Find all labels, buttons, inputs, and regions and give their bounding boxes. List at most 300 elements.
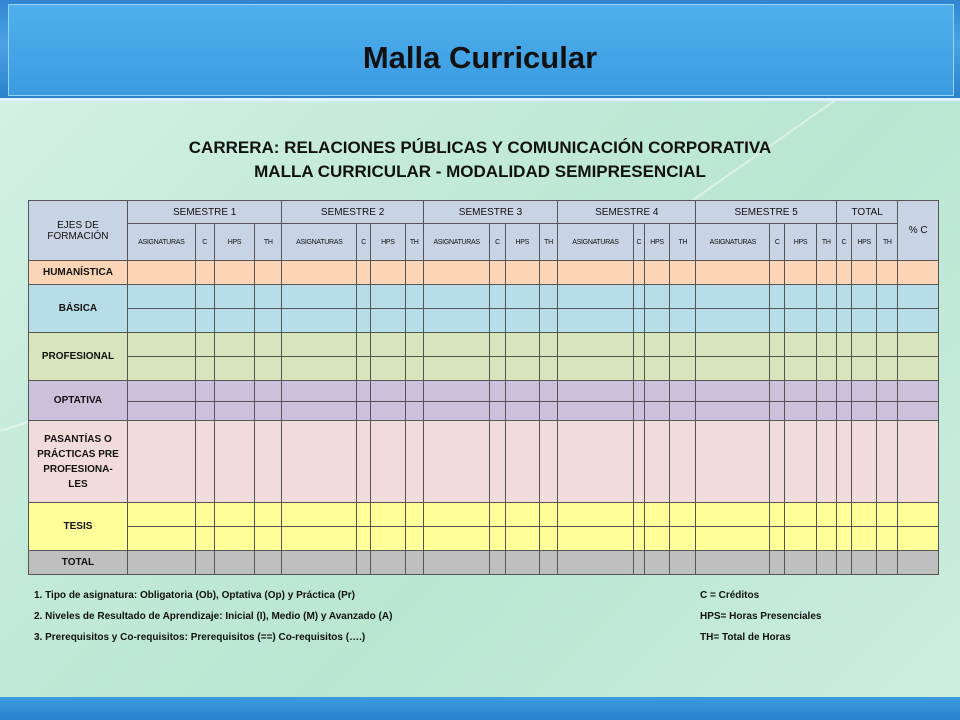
note-asignatura-type: 1. Tipo de asignatura: Obligatoria (Ob), Optativa (Op) y Práctica (Pr) <box>34 590 355 601</box>
empty-cell <box>770 309 785 333</box>
empty-cell <box>877 402 898 421</box>
empty-cell <box>877 333 898 357</box>
empty-cell <box>423 261 490 285</box>
empty-cell <box>371 381 405 402</box>
empty-cell <box>851 503 876 527</box>
empty-cell <box>371 285 405 309</box>
sub-c: C <box>490 224 505 261</box>
empty-cell <box>877 285 898 309</box>
empty-cell <box>633 527 644 551</box>
empty-cell <box>255 421 282 503</box>
footer-bar <box>0 697 960 720</box>
empty-cell <box>505 309 539 333</box>
row-label-total: TOTAL <box>29 551 128 575</box>
empty-cell <box>898 285 939 309</box>
empty-cell <box>770 527 785 551</box>
empty-cell <box>785 333 816 357</box>
empty-cell <box>357 309 371 333</box>
empty-cell <box>851 261 876 285</box>
sub-asignaturas: ASIGNATURAS <box>423 224 490 261</box>
empty-cell <box>633 551 644 575</box>
empty-cell <box>371 527 405 551</box>
row-pasantias <box>29 421 939 503</box>
empty-cell <box>851 333 876 357</box>
empty-cell <box>898 527 939 551</box>
legend-hps: HPS= Horas Presenciales <box>700 611 822 622</box>
sub-c: C <box>195 224 214 261</box>
empty-cell <box>282 421 357 503</box>
empty-cell <box>836 402 851 421</box>
semester-1-header: SEMESTRE 1 <box>127 201 281 224</box>
empty-cell <box>785 527 816 551</box>
empty-cell <box>877 381 898 402</box>
row-humanistica <box>29 261 939 285</box>
legend-th: TH= Total de Horas <box>700 632 791 643</box>
empty-cell <box>255 381 282 402</box>
empty-cell <box>357 285 371 309</box>
empty-cell <box>405 421 423 503</box>
empty-cell <box>877 309 898 333</box>
empty-cell <box>785 381 816 402</box>
empty-cell <box>195 333 214 357</box>
empty-cell <box>836 421 851 503</box>
empty-cell <box>127 421 195 503</box>
empty-cell <box>644 285 669 309</box>
empty-cell <box>785 421 816 503</box>
row-optativa <box>29 381 939 402</box>
empty-cell <box>282 527 357 551</box>
empty-cell <box>836 527 851 551</box>
empty-cell <box>505 261 539 285</box>
empty-cell <box>696 261 770 285</box>
empty-cell <box>785 285 816 309</box>
row-total <box>29 551 939 575</box>
empty-cell <box>282 357 357 381</box>
empty-cell <box>255 261 282 285</box>
sub-th: TH <box>670 224 696 261</box>
empty-cell <box>785 402 816 421</box>
empty-cell <box>195 527 214 551</box>
empty-cell <box>195 551 214 575</box>
empty-cell <box>405 357 423 381</box>
empty-cell <box>539 333 557 357</box>
empty-cell <box>505 527 539 551</box>
empty-cell <box>898 503 939 527</box>
empty-cell <box>490 551 505 575</box>
empty-cell <box>644 421 669 503</box>
sub-c: C <box>633 224 644 261</box>
empty-cell <box>357 421 371 503</box>
empty-cell <box>539 357 557 381</box>
sub-c: C <box>357 224 371 261</box>
semester-5-header: SEMESTRE 5 <box>696 201 836 224</box>
empty-cell <box>696 402 770 421</box>
empty-cell <box>558 381 634 402</box>
sub-hps: HPS <box>371 224 405 261</box>
empty-cell <box>490 527 505 551</box>
empty-cell <box>127 333 195 357</box>
empty-cell <box>214 527 254 551</box>
row-label-optativa: OPTATIVA <box>29 381 128 421</box>
empty-cell <box>770 381 785 402</box>
sub-c: C <box>770 224 785 261</box>
empty-cell <box>282 381 357 402</box>
empty-cell <box>558 357 634 381</box>
empty-cell <box>898 402 939 421</box>
empty-cell <box>836 285 851 309</box>
empty-cell <box>851 357 876 381</box>
empty-cell <box>644 261 669 285</box>
row-basica <box>29 285 939 309</box>
empty-cell <box>490 421 505 503</box>
empty-cell <box>127 309 195 333</box>
empty-cell <box>282 309 357 333</box>
empty-cell <box>558 402 634 421</box>
empty-cell <box>633 381 644 402</box>
empty-cell <box>282 285 357 309</box>
empty-cell <box>851 309 876 333</box>
empty-cell <box>405 261 423 285</box>
sub-th: TH <box>405 224 423 261</box>
sub-total-c: C <box>836 224 851 261</box>
empty-cell <box>696 357 770 381</box>
empty-cell <box>127 285 195 309</box>
empty-cell <box>423 503 490 527</box>
empty-cell <box>371 421 405 503</box>
empty-cell <box>539 551 557 575</box>
empty-cell <box>851 551 876 575</box>
empty-cell <box>770 357 785 381</box>
empty-cell <box>539 381 557 402</box>
empty-cell <box>670 421 696 503</box>
empty-cell <box>836 357 851 381</box>
empty-cell <box>490 333 505 357</box>
empty-cell <box>785 357 816 381</box>
empty-cell <box>558 551 634 575</box>
percent-credits-header: % C <box>898 201 939 261</box>
row-tesis <box>29 503 939 527</box>
empty-cell <box>490 285 505 309</box>
empty-cell <box>877 527 898 551</box>
row-profesional <box>29 357 939 381</box>
legend-creditos: C = Créditos <box>700 590 760 601</box>
empty-cell <box>405 309 423 333</box>
empty-cell <box>214 357 254 381</box>
empty-cell <box>696 421 770 503</box>
empty-cell <box>405 285 423 309</box>
empty-cell <box>696 285 770 309</box>
sub-asignaturas: ASIGNATURAS <box>282 224 357 261</box>
empty-cell <box>405 503 423 527</box>
empty-cell <box>371 357 405 381</box>
empty-cell <box>423 421 490 503</box>
empty-cell <box>670 261 696 285</box>
empty-cell <box>539 261 557 285</box>
empty-cell <box>816 421 836 503</box>
empty-cell <box>282 551 357 575</box>
curriculum-table <box>28 200 939 575</box>
empty-cell <box>836 551 851 575</box>
empty-cell <box>696 527 770 551</box>
empty-cell <box>423 285 490 309</box>
row-basica <box>29 309 939 333</box>
empty-cell <box>877 503 898 527</box>
empty-cell <box>558 503 634 527</box>
sub-th: TH <box>539 224 557 261</box>
empty-cell <box>405 381 423 402</box>
empty-cell <box>696 333 770 357</box>
empty-cell <box>505 381 539 402</box>
empty-cell <box>877 551 898 575</box>
empty-cell <box>490 402 505 421</box>
empty-cell <box>770 503 785 527</box>
empty-cell <box>214 551 254 575</box>
empty-cell <box>816 527 836 551</box>
empty-cell <box>423 309 490 333</box>
empty-cell <box>490 261 505 285</box>
empty-cell <box>195 503 214 527</box>
empty-cell <box>851 527 876 551</box>
empty-cell <box>816 381 836 402</box>
empty-cell <box>644 381 669 402</box>
sub-total-th: TH <box>877 224 898 261</box>
empty-cell <box>214 503 254 527</box>
empty-cell <box>214 421 254 503</box>
corner-label: EJES DE FORMACIÓN <box>29 201 128 261</box>
empty-cell <box>816 309 836 333</box>
empty-cell <box>670 381 696 402</box>
empty-cell <box>670 551 696 575</box>
empty-cell <box>644 357 669 381</box>
empty-cell <box>633 261 644 285</box>
empty-cell <box>785 261 816 285</box>
empty-cell <box>371 503 405 527</box>
empty-cell <box>127 527 195 551</box>
empty-cell <box>877 357 898 381</box>
empty-cell <box>670 527 696 551</box>
empty-cell <box>357 503 371 527</box>
subheader-row <box>29 224 939 261</box>
row-label-tesis: TESIS <box>29 503 128 551</box>
empty-cell <box>423 357 490 381</box>
empty-cell <box>490 357 505 381</box>
empty-cell <box>127 381 195 402</box>
empty-cell <box>633 309 644 333</box>
empty-cell <box>505 333 539 357</box>
empty-cell <box>195 261 214 285</box>
empty-cell <box>816 261 836 285</box>
sub-asignaturas: ASIGNATURAS <box>127 224 195 261</box>
empty-cell <box>255 309 282 333</box>
note-learning-levels: 2. Niveles de Resultado de Aprendizaje: Inicial (I), Medio (M) y Avanzado (A) <box>34 611 393 622</box>
empty-cell <box>785 309 816 333</box>
row-label-profesional: PROFESIONAL <box>29 333 128 381</box>
empty-cell <box>558 309 634 333</box>
sub-asignaturas: ASIGNATURAS <box>558 224 634 261</box>
empty-cell <box>371 551 405 575</box>
row-profesional <box>29 333 939 357</box>
curriculum-modality: MALLA CURRICULAR - MODALIDAD SEMIPRESENCIAL <box>254 162 706 181</box>
empty-cell <box>539 309 557 333</box>
empty-cell <box>836 503 851 527</box>
empty-cell <box>816 333 836 357</box>
empty-cell <box>195 421 214 503</box>
empty-cell <box>770 333 785 357</box>
row-tesis <box>29 527 939 551</box>
empty-cell <box>255 402 282 421</box>
empty-cell <box>877 261 898 285</box>
semester-3-header: SEMESTRE 3 <box>423 201 557 224</box>
empty-cell <box>770 402 785 421</box>
empty-cell <box>505 421 539 503</box>
empty-cell <box>255 357 282 381</box>
empty-cell <box>505 503 539 527</box>
empty-cell <box>898 381 939 402</box>
empty-cell <box>644 551 669 575</box>
empty-cell <box>770 421 785 503</box>
empty-cell <box>371 333 405 357</box>
empty-cell <box>558 333 634 357</box>
empty-cell <box>214 285 254 309</box>
empty-cell <box>357 333 371 357</box>
empty-cell <box>633 285 644 309</box>
empty-cell <box>670 357 696 381</box>
empty-cell <box>558 421 634 503</box>
empty-cell <box>255 527 282 551</box>
empty-cell <box>644 527 669 551</box>
semester-header-row <box>29 201 939 224</box>
slide-title: Malla Curricular <box>362 40 598 75</box>
empty-cell <box>405 402 423 421</box>
empty-cell <box>898 551 939 575</box>
empty-cell <box>770 551 785 575</box>
empty-cell <box>770 261 785 285</box>
empty-cell <box>357 381 371 402</box>
empty-cell <box>423 381 490 402</box>
empty-cell <box>195 402 214 421</box>
row-label-pasantias: PASANTÍAS O PRÁCTICAS PRE PROFESIONA- LES <box>29 421 128 503</box>
sub-hps: HPS <box>785 224 816 261</box>
empty-cell <box>195 309 214 333</box>
empty-cell <box>357 551 371 575</box>
sub-th: TH <box>255 224 282 261</box>
sub-hps: HPS <box>644 224 669 261</box>
empty-cell <box>633 357 644 381</box>
semester-2-header: SEMESTRE 2 <box>282 201 423 224</box>
empty-cell <box>214 261 254 285</box>
empty-cell <box>357 402 371 421</box>
empty-cell <box>877 421 898 503</box>
empty-cell <box>282 333 357 357</box>
empty-cell <box>670 285 696 309</box>
empty-cell <box>282 503 357 527</box>
empty-cell <box>405 527 423 551</box>
empty-cell <box>423 402 490 421</box>
empty-cell <box>836 261 851 285</box>
empty-cell <box>851 285 876 309</box>
empty-cell <box>505 402 539 421</box>
empty-cell <box>816 551 836 575</box>
empty-cell <box>816 402 836 421</box>
empty-cell <box>696 551 770 575</box>
empty-cell <box>490 503 505 527</box>
empty-cell <box>633 503 644 527</box>
empty-cell <box>670 309 696 333</box>
row-optativa <box>29 402 939 421</box>
empty-cell <box>851 381 876 402</box>
empty-cell <box>670 503 696 527</box>
row-label-basica: BÁSICA <box>29 285 128 333</box>
empty-cell <box>423 551 490 575</box>
empty-cell <box>357 261 371 285</box>
empty-cell <box>644 309 669 333</box>
empty-cell <box>644 503 669 527</box>
empty-cell <box>127 551 195 575</box>
empty-cell <box>214 381 254 402</box>
empty-cell <box>539 402 557 421</box>
empty-cell <box>282 261 357 285</box>
empty-cell <box>255 285 282 309</box>
empty-cell <box>127 402 195 421</box>
empty-cell <box>670 402 696 421</box>
total-header: TOTAL <box>836 201 898 224</box>
empty-cell <box>195 381 214 402</box>
empty-cell <box>371 402 405 421</box>
empty-cell <box>633 402 644 421</box>
empty-cell <box>785 551 816 575</box>
empty-cell <box>195 357 214 381</box>
empty-cell <box>127 261 195 285</box>
empty-cell <box>558 285 634 309</box>
empty-cell <box>851 421 876 503</box>
empty-cell <box>836 333 851 357</box>
empty-cell <box>851 402 876 421</box>
empty-cell <box>898 261 939 285</box>
empty-cell <box>505 551 539 575</box>
sub-total-hps: HPS <box>851 224 876 261</box>
sub-th: TH <box>816 224 836 261</box>
empty-cell <box>255 503 282 527</box>
row-label-humanistica: HUMANÍSTICA <box>29 261 128 285</box>
empty-cell <box>898 421 939 503</box>
empty-cell <box>558 527 634 551</box>
note-prerequisites: 3. Prerequisitos y Co-requisitos: Prerequisitos (==) Co-requisitos (….) <box>34 632 366 643</box>
sub-hps: HPS <box>505 224 539 261</box>
empty-cell <box>539 503 557 527</box>
empty-cell <box>836 381 851 402</box>
empty-cell <box>633 421 644 503</box>
empty-cell <box>644 333 669 357</box>
empty-cell <box>770 285 785 309</box>
empty-cell <box>816 285 836 309</box>
empty-cell <box>670 333 696 357</box>
empty-cell <box>505 357 539 381</box>
empty-cell <box>505 285 539 309</box>
sub-asignaturas: ASIGNATURAS <box>696 224 770 261</box>
empty-cell <box>405 333 423 357</box>
empty-cell <box>539 421 557 503</box>
empty-cell <box>357 357 371 381</box>
empty-cell <box>255 333 282 357</box>
empty-cell <box>371 261 405 285</box>
empty-cell <box>195 285 214 309</box>
empty-cell <box>490 309 505 333</box>
empty-cell <box>816 503 836 527</box>
empty-cell <box>357 527 371 551</box>
empty-cell <box>214 333 254 357</box>
empty-cell <box>696 381 770 402</box>
empty-cell <box>696 503 770 527</box>
